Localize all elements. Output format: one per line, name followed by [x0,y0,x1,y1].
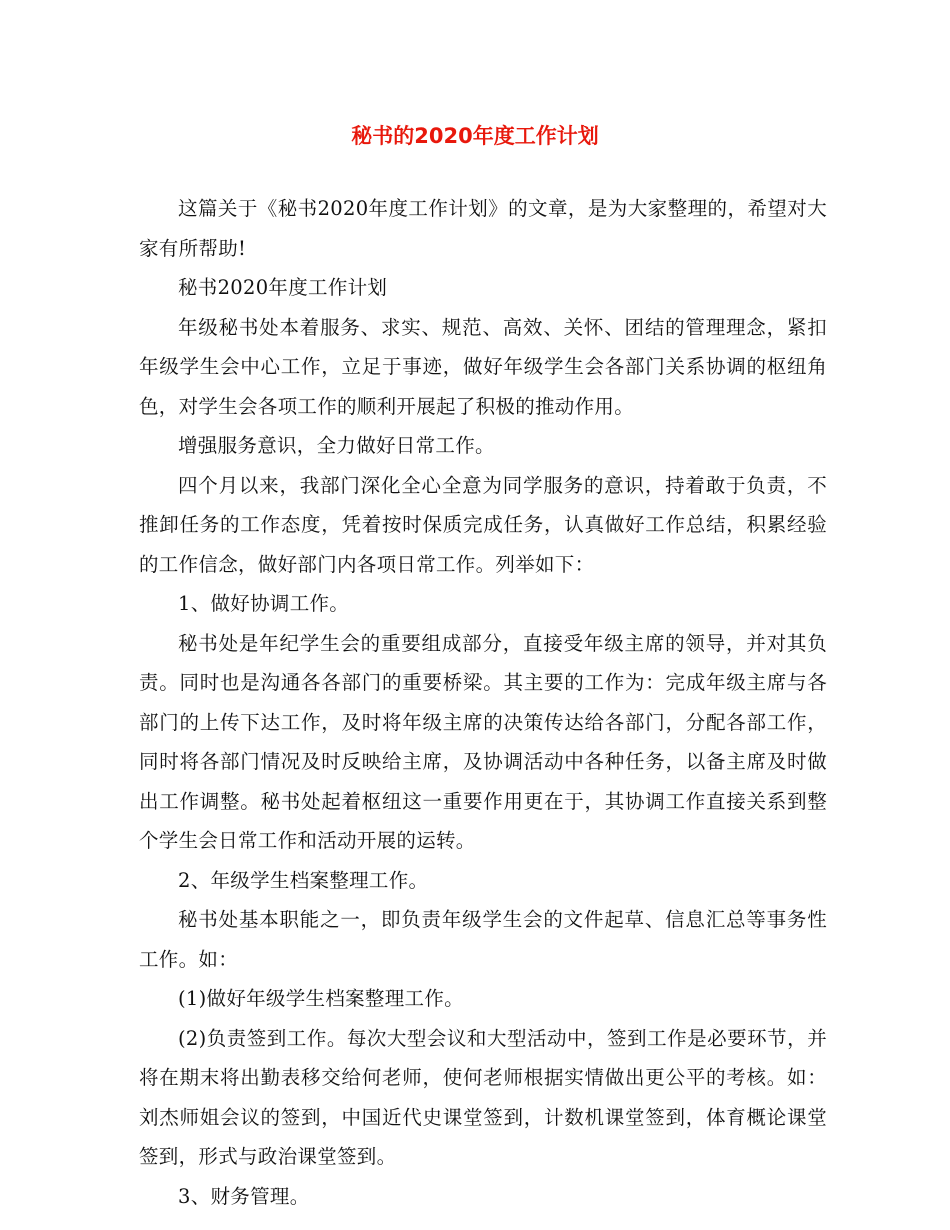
paragraph-item-2: (2)负责签到工作。每次大型会议和大型活动中，签到工作是必要环节，并将在期末将出勤表移交给何老师，使何老师根据实情做出更公平的考核。如：刘杰师姐会议的签到，中国近代史课堂签到，计数机课堂签到，体育概论课堂签到，形式与政治课堂签到。 [139,1026,827,1168]
paragraph-heading-service: 增强服务意识，全力做好日常工作。 [178,434,495,457]
paragraph-heading-finance: 3、财务管理。 [178,1184,310,1208]
document-body [139,189,827,1216]
paragraph-heading-coordination: 1、做好协调工作。 [178,592,350,615]
paragraph-coordination: 秘书处是年纪学生会的重要组成部分，直接受年级主席的领导，并对其负责。同时也是沟通各各部门的重要桥梁。其主要的工作为：完成年级主席与各部门的上传下达工作，及时将年级主席的决策传达给各部门，分配各部工作，同时将各部门情况及时反映给主席，及协调活动中各种任务，以备主席及时做出工作调整。秘书处起着枢纽这一重要作用更在于，其协调工作直接关系到整个学生会日常工作和活动开展的运转。 [139,631,827,852]
paragraph-heading-archives: 2、年级学生档案整理工作。 [178,868,429,892]
paragraph-four-months: 四个月以来，我部门深化全心全意为同学服务的意识，持着敢于负责，不推卸任务的工作态度，凭着按时保质完成任务，认真做好工作总结，积累经验的工作信念，做好部门内各项日常工作。列举如下： [139,473,827,576]
paragraph-item-1: (1)做好年级学生档案整理工作。 [178,987,464,1010]
document-title: 秘书的2020年度工作计划 [351,124,599,148]
paragraph-subtitle: 秘书2020年度工作计划 [178,276,388,299]
paragraph-archives: 秘书处基本职能之一，即负责年级学生会的文件起草、信息汇总等事务性工作。如： [139,908,827,971]
paragraph-philosophy: 年级秘书处本着服务、求实、规范、高效、关怀、团结的管理理念，紧扣年级学生会中心工作，立足于事迹，做好年级学生会各部门关系协调的枢纽角色，对学生会各项工作的顺利开展起了积极的推动作用。 [139,315,827,418]
paragraph-intro: 这篇关于《秘书2020年度工作计划》的文章，是为大家整理的，希望对大家有所帮助! [139,197,827,260]
